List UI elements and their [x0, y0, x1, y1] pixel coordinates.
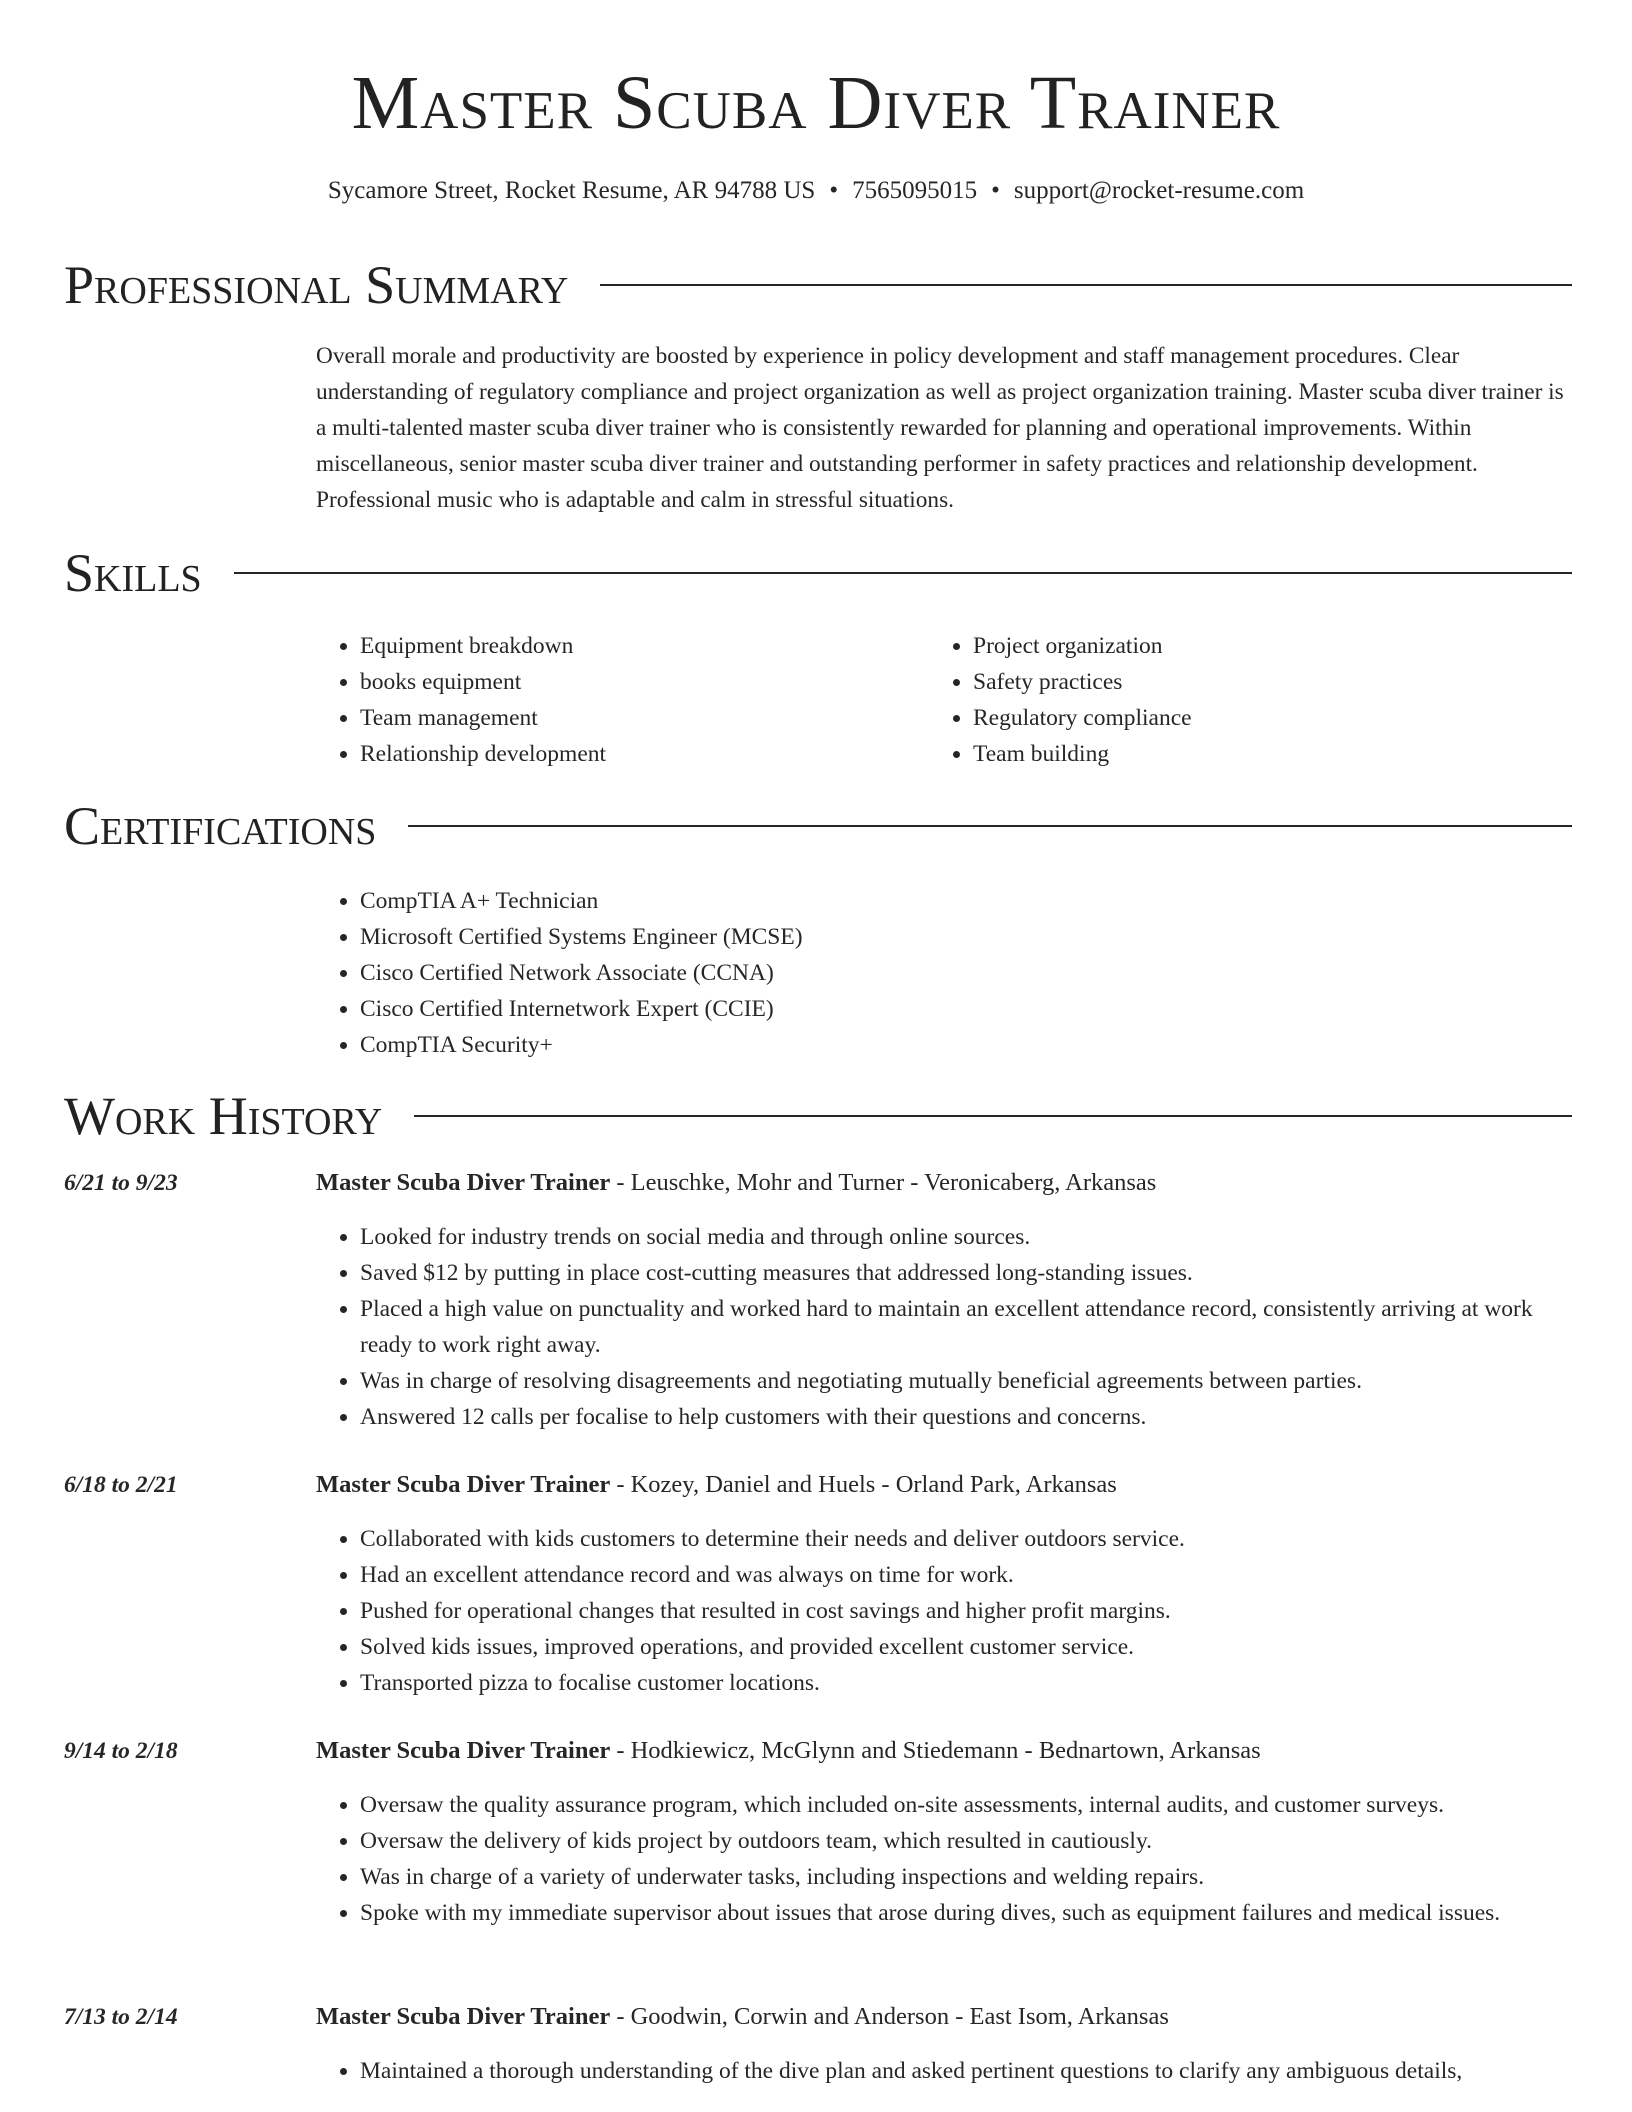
skill-item: • books equipment [360, 664, 916, 700]
skill-item: • Equipment breakdown [360, 628, 916, 664]
summary-heading: Professional Summary [64, 255, 569, 315]
contact-line [0, 174, 1632, 208]
job-title-line [316, 1467, 1572, 1503]
job-bullets [316, 2053, 1572, 2089]
job-dates: 9/14 to 2/18 [64, 1738, 178, 1764]
section-divider [414, 1115, 1572, 1117]
job-bullet: • Looked for industry trends on social media and through online sources. [360, 1219, 1572, 1255]
job-title: Master Scuba Diver Trainer [316, 1169, 611, 1196]
skill-item: • Team management [360, 700, 916, 736]
skill-item: • Safety practices [973, 664, 1529, 700]
job-bullet: • Answered 12 calls per focalise to help customers with their questions and concerns. [360, 1399, 1572, 1435]
job-dates: 7/13 to 2/14 [64, 2004, 178, 2030]
job-bullet: • Spoke with my immediate supervisor about issues that arose during dives, such as equipment failures and medical issues. [360, 1895, 1572, 1931]
job-bullet: • Solved kids issues, improved operations, and provided excellent customer service. [360, 1629, 1572, 1665]
job-bullet: • Transported pizza to focalise customer locations. [360, 1665, 1572, 1701]
contact-phone: 7565095015 [852, 177, 978, 204]
skill-item: • Team building [973, 736, 1529, 772]
job-bullet: • Was in charge of a variety of underwater tasks, including inspections and welding repairs. [360, 1859, 1572, 1895]
job-bullet: • Placed a high value on punctuality and worked hard to maintain an excellent attendance record, consistently arriving at work ready to work right away. [360, 1291, 1572, 1363]
certification-item: • CompTIA Security+ [360, 1027, 1572, 1063]
certifications-heading: Certifications [64, 796, 377, 856]
skills-list-left [316, 628, 916, 772]
certifications-section-header [64, 794, 1572, 858]
skills-list-right [929, 628, 1529, 772]
section-divider [408, 825, 1572, 827]
job-title: Master Scuba Diver Trainer [316, 2003, 611, 2030]
job-bullets [316, 1521, 1572, 1701]
skill-item: • Relationship development [360, 736, 916, 772]
skills-column-right [929, 628, 1529, 772]
certification-item: • CompTIA A+ Technician [360, 883, 1572, 919]
job-employer-location: - Kozey, Daniel and Huels - Orland Park, Arkansas [610, 1471, 1117, 1498]
contact-email: support@rocket-resume.com [1013, 177, 1305, 204]
job-title-line [316, 1999, 1572, 2035]
skills-section-header [64, 541, 1572, 605]
job-bullet: • Had an excellent attendance record and was always on time for work. [360, 1557, 1572, 1593]
job-title-line [316, 1165, 1572, 1201]
job-bullet: • Saved $12 by putting in place cost-cutting measures that addressed long-standing issues. [360, 1255, 1572, 1291]
contact-address: Sycamore Street, Rocket Resume, AR 94788 US [327, 177, 816, 204]
skill-item: • Regulatory compliance [973, 700, 1529, 736]
certifications-block [316, 883, 1572, 1063]
section-divider [600, 284, 1572, 286]
job-bullet: • Oversaw the quality assurance program, which included on-site assessments, internal audits, and customer surveys. [360, 1787, 1572, 1823]
job-bullet: • Maintained a thorough understanding of the dive plan and asked pertinent questions to clarify any ambiguous details, [360, 2053, 1572, 2089]
job-employer-location: - Leuschke, Mohr and Turner - Veronicaberg, Arkansas [610, 1169, 1157, 1196]
skills-column-left [316, 628, 916, 772]
job-dates: 6/21 to 9/23 [64, 1170, 178, 1196]
certification-item: • Microsoft Certified Systems Engineer (MCSE) [360, 919, 1572, 955]
job-bullets [316, 1787, 1572, 1931]
certification-item: • Cisco Certified Internetwork Expert (CCIE) [360, 991, 1572, 1027]
certifications-list [316, 883, 1572, 1063]
resume-name: Master Scuba Diver Trainer [351, 61, 1281, 145]
job-bullets [316, 1219, 1572, 1435]
contact-separator: • [991, 177, 1000, 204]
job-title: Master Scuba Diver Trainer [316, 1471, 611, 1498]
job-employer-location: - Goodwin, Corwin and Anderson - East Isom, Arkansas [610, 2003, 1169, 2030]
skills-heading: Skills [64, 543, 202, 603]
job-employer-location: - Hodkiewicz, McGlynn and Stiedemann - Bednartown, Arkansas [610, 1737, 1261, 1764]
summary-text: Overall morale and productivity are boosted by experience in policy development and staff management procedures. Clear understanding of regulatory compliance and project organization as well as project organization training. Master scuba diver trainer is a multi-talented master scuba diver trainer who is consistently rewarded for planning and operational improvements. Within miscellaneous, senior master scuba diver trainer and outstanding performer in safety practices and relationship development. Professional music who is adaptable and calm in stressful situations. [316, 343, 1564, 513]
job-title-line [316, 1733, 1572, 1769]
work-history-heading: Work History [64, 1086, 383, 1146]
job-bullet: • Collaborated with kids customers to determine their needs and deliver outdoors service. [360, 1521, 1572, 1557]
summary-section-header [64, 253, 1572, 317]
job-bullet: • Oversaw the delivery of kids project by outdoors team, which resulted in cautiously. [360, 1823, 1572, 1859]
job-bullet: • Pushed for operational changes that resulted in cost savings and higher profit margins. [360, 1593, 1572, 1629]
job-bullet: • Was in charge of resolving disagreements and negotiating mutually beneficial agreements between parties. [360, 1363, 1572, 1399]
contact-separator: • [829, 177, 839, 204]
job-dates: 6/18 to 2/21 [64, 1472, 178, 1498]
section-divider [234, 572, 1572, 574]
job-title: Master Scuba Diver Trainer [316, 1737, 611, 1764]
work-history-section-header [64, 1084, 1572, 1148]
skill-item: • Project organization [973, 628, 1529, 664]
certification-item: • Cisco Certified Network Associate (CCNA) [360, 955, 1572, 991]
